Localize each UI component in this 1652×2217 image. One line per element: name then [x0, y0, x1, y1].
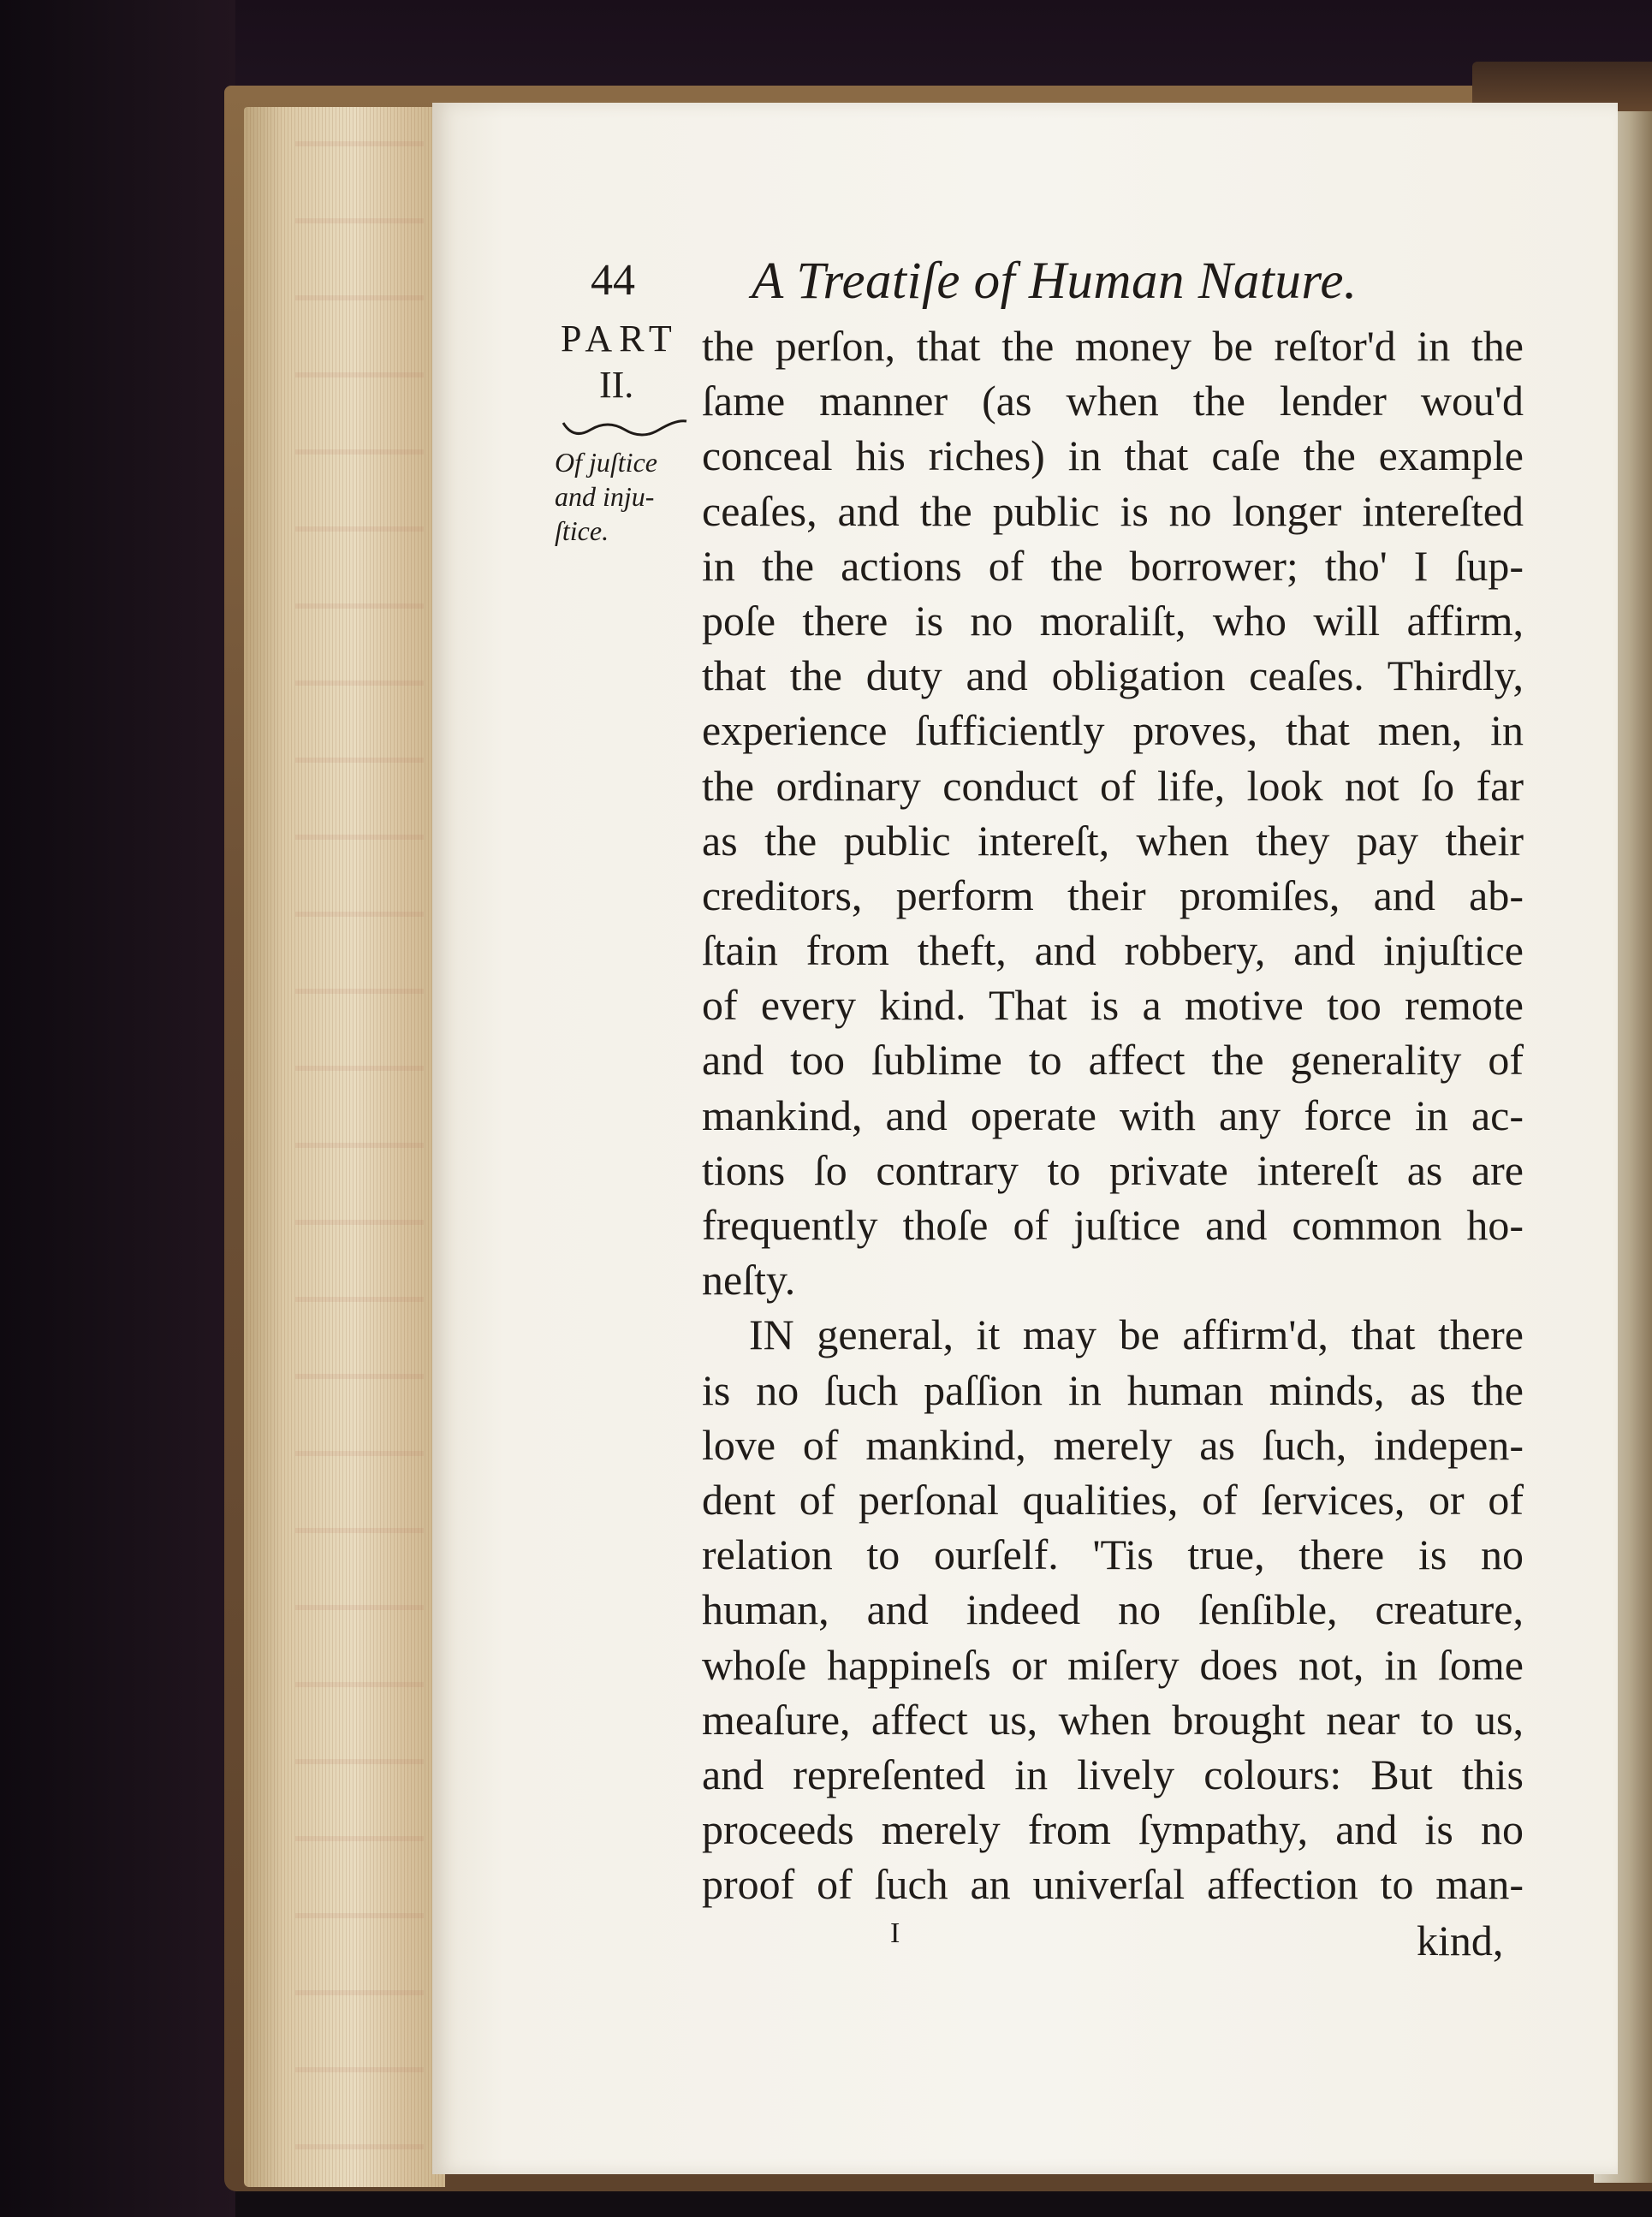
text-line: the ordinary conduct of life, look not ſo far: [702, 761, 1524, 810]
text-line: ceaſes, and the public is no longer intereſted: [702, 486, 1524, 535]
text-line: that the duty and obligation ceaſes. Thirdly,: [702, 651, 1524, 700]
text-line: proceeds merely from ſympathy, and is no: [702, 1805, 1524, 1854]
margin-note-line: and inju-: [555, 481, 655, 512]
margin-part-number: II.: [599, 364, 634, 406]
text-line: love of mankind, merely as ſuch, indepen-: [702, 1420, 1524, 1469]
text-line: proof of ſuch an univerſal affection to man-: [702, 1860, 1524, 1909]
text-line: is no ſuch paſſion in human minds, as the: [702, 1365, 1524, 1414]
body-text: [702, 318, 1524, 1911]
text-line: human, and indeed no ſenſible, creature,: [702, 1585, 1524, 1634]
text-line: conceal his riches) in that caſe the example: [702, 431, 1524, 480]
text-line: neſty.: [702, 1256, 796, 1305]
catchword: kind,: [1417, 1917, 1504, 1964]
text-line: creditors, perform their promiſes, and ab-: [702, 871, 1524, 919]
margin-note: [555, 445, 692, 548]
text-line: dent of perſonal qualities, of ſervices, or of: [702, 1475, 1524, 1524]
text-line: ſame manner (as when the lender wou'd: [702, 377, 1524, 425]
text-line: experience ſufficiently proves, that men, in: [702, 706, 1524, 755]
text-line: relation to ourſelf. 'Tis true, there is no: [702, 1531, 1524, 1579]
margin-part-label: PART: [561, 318, 679, 360]
running-head: [0, 255, 1652, 324]
text-line: and repreſented in lively colours: But this: [702, 1750, 1524, 1798]
text-line: and too ſublime to affect the generality of: [702, 1036, 1524, 1085]
text-line: as the public intereſt, when they pay their: [702, 816, 1524, 865]
text-line: tions ſo contrary to private intereſt as are: [702, 1145, 1524, 1194]
text-line: poſe there is no moraliſt, who will affirm,: [702, 596, 1524, 645]
text-line: IN general, it may be affirm'd, that there: [749, 1311, 1524, 1359]
text-line: meaſure, affect us, when brought near to us,: [702, 1695, 1524, 1744]
text-line: of every kind. That is a motive too remote: [702, 981, 1524, 1030]
text-line: frequently thoſe of juſtice and common ho-: [702, 1201, 1524, 1249]
margin-note-line: ſtice.: [555, 515, 609, 546]
text-line: ſtain from theft, and robbery, and injuſtice: [702, 926, 1524, 975]
text-line: whoſe happineſs or miſery does not, in ſome: [702, 1640, 1524, 1689]
text-line: mankind, and operate with any force in ac-: [702, 1091, 1524, 1139]
swirl-ornament-icon: [556, 416, 693, 442]
signature-mark: I: [890, 1917, 900, 1949]
running-title: A Treatiſe of Human Nature.: [752, 253, 1358, 310]
text-line: the perſon, that the money be reſtor'd in the: [702, 322, 1524, 370]
text-line: in the actions of the borrower; tho' I ſup-: [702, 541, 1524, 590]
page-number: 44: [591, 256, 635, 305]
margin-note-line: Of juſtice: [555, 447, 657, 478]
background-left: [0, 0, 235, 2217]
page-edges: [244, 107, 445, 2187]
